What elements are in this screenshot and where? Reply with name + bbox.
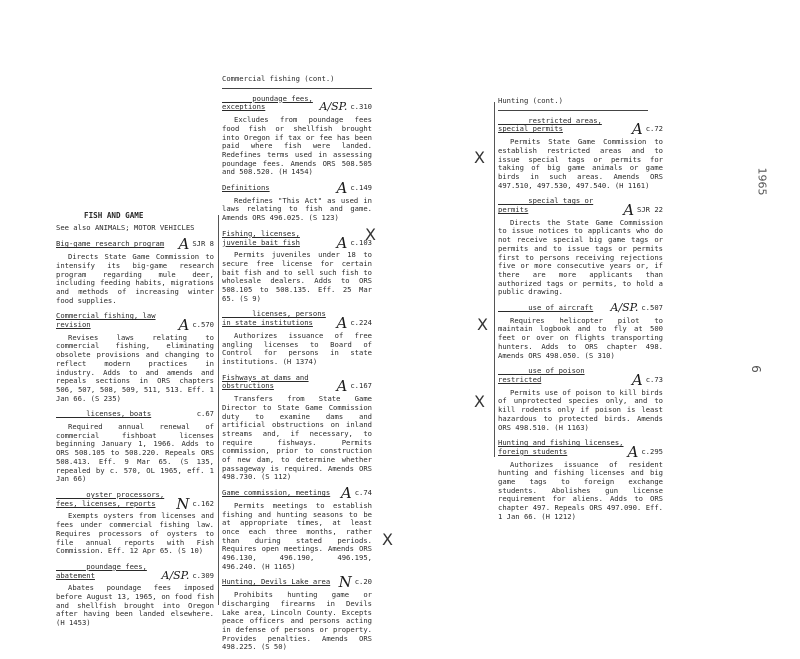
entry-heading — [56, 311, 214, 335]
entry-heading — [222, 309, 372, 333]
entry — [498, 439, 663, 521]
chapter-code: c.67 — [196, 409, 214, 419]
column-hunting-cont — [498, 97, 663, 529]
entry-title: Fishing, licenses, juvenile bait fish — [222, 228, 300, 247]
chapter-code: c.570 — [192, 320, 214, 330]
chapter-code: c.310 — [350, 102, 372, 112]
entry-body: Prohibits hunting game or discharging firearms in Devils Lake area, Lincoln County. Excepts peace officers and persons acting in defense of persons or property. Provides penalties. Amends ORS 498.225. (S 50) — [222, 590, 372, 652]
column-header: Commercial fishing (cont.) — [222, 74, 335, 83]
chapter-code: SJR 22 — [637, 205, 663, 215]
entry — [56, 491, 214, 556]
entry-list — [498, 117, 663, 522]
entry-title: ______ use of aircraft — [498, 303, 594, 313]
entry-heading — [498, 366, 663, 389]
header-rule — [222, 88, 372, 89]
section-title: FISH AND GAME — [84, 211, 144, 220]
entry-title: Definitions — [222, 183, 270, 193]
handwritten-mark: A — [623, 201, 635, 220]
entry-heading — [498, 115, 663, 139]
entry — [498, 367, 663, 432]
entry-body: Redefines "This Act" as used in laws relating to fish and game. Amends ORS 496.025. (S 123) — [222, 195, 372, 223]
entry-heading — [498, 438, 663, 461]
entry — [222, 179, 372, 223]
margin-x-mark: X — [474, 148, 485, 167]
entry-title: ______ restricted areas, special permits — [498, 115, 602, 134]
entry — [56, 312, 214, 403]
handwritten-mark: A — [178, 235, 190, 254]
entry-heading — [56, 563, 214, 580]
entry-heading — [498, 196, 663, 220]
chapter-code: c.149 — [350, 183, 372, 193]
entry-body: Authorizes issuance of resident hunting and fishing licenses and big game tags to foreign exchange students. Abolishes gun license requirement for aliens. Adds to ORS chapter 497. Repeals ORS 497.090. Eff. 1 Jan 66. (H 1212) — [498, 459, 663, 521]
entry-body: Abates poundage fees imposed before August 13, 1965, on food fish and shellfish brought into Oregon after having been landed elsewhere. (H 1453) — [56, 583, 214, 628]
handwritten-mark: A — [336, 314, 348, 333]
entry-body: Required annual renewal of commercial fishboat licenses beginning January 1, 1966. Adds to ORS 508.105 to 508.220. Repeals ORS 508.413. Eff. 9 Mar 65. (S 135, repealed by c. 570, OL 1965, eff. 1 Jan 66) — [56, 422, 214, 484]
handwritten-mark: A — [631, 370, 643, 389]
entry-body: Transfers from State Game Director to State Game Commission duty to examine dams and artificial obstructions on inland streams and, if necessary, to require fishways. Permits commission, prior to construction of new dam, to determine whether passageway is required. Amends ORS 498.730. (S 112) — [222, 394, 372, 482]
chapter-code: c.72 — [645, 124, 663, 134]
margin-x-mark: X — [382, 530, 393, 549]
handwritten-mark: A — [627, 442, 639, 461]
entry-heading — [222, 484, 372, 503]
entry — [498, 301, 663, 360]
entry-body: Permits use of poison to kill birds of unprotected species only, and to kill rodents only if poison is least hazardous to protected birds. Amends ORS 498.510. (H 1163) — [498, 387, 663, 432]
entry-heading — [222, 372, 372, 396]
handwritten-mark: A — [336, 377, 348, 396]
handwritten-mark: N — [338, 573, 352, 592]
entry-heading — [222, 179, 372, 198]
entry-body: Permits meetings to establish fishing and hunting seasons to be at appropriate times, at least once each three months, rather than during stated periods. Requires open meetings. Amends ORS 496.130, 496.190, 496.195, 496.240. (H 1165) — [222, 500, 372, 571]
chapter-code: c.309 — [192, 570, 214, 580]
entry-body: Revises laws relating to commercial fishing, eliminating obsolete provisions and changing to reflect modern practices in industry. Adds to and amends and repeals sections in ORS chapters 506, 507, 508, 509, 511, 513. Eff. 1 Jan 66. (S 235) — [56, 332, 214, 403]
entry — [498, 197, 663, 297]
handwritten-mark: A/SP. — [319, 100, 348, 114]
entry-list — [56, 235, 214, 628]
column-commercial-fishing-cont — [222, 75, 372, 659]
entry-title: Hunting and fishing licenses, foreign students — [498, 438, 624, 456]
handwritten-mark: A — [336, 179, 348, 198]
chapter-code: c.103 — [350, 237, 372, 247]
entry-title: Fishways at dams and obstructions — [222, 372, 309, 391]
chapter-code: c.74 — [354, 488, 372, 498]
entry-body: Exempts oysters from licenses and fees under commercial fishing law. Requires processors of oysters to file annual reports with Fish Commission. Eff. 12 Apr 65. (S 10) — [56, 511, 214, 556]
entry-title: Hunting, Devils Lake area — [222, 577, 331, 587]
entry-title: Big-game research program — [56, 239, 165, 249]
entry — [222, 95, 372, 177]
header-rule — [498, 110, 648, 111]
entry-heading — [222, 573, 372, 592]
entry-heading — [222, 95, 372, 112]
handwritten-mark: A — [336, 233, 348, 252]
entry-body: Requires helicopter pilot to maintain logbook and to fly at 500 feet or over on flights transporting hunters. Adds to ORS chapter 498. Amends ORS 498.050. (S 310) — [498, 315, 663, 360]
column-header: Hunting (cont.) — [498, 96, 563, 105]
handwritten-mark: A — [340, 484, 352, 503]
entry-heading — [56, 235, 214, 254]
chapter-code: SJR 8 — [192, 239, 214, 249]
entry-heading — [222, 228, 372, 252]
chapter-code: c.295 — [641, 446, 663, 456]
corner-mark: 6 — [748, 365, 763, 373]
entry-body: Directs State Game Commission to intensify its big-game research program regarding mule deer, including feeding habits, migrations and methods of increasing winter food supplies. — [56, 252, 214, 305]
column-rule-right — [494, 102, 495, 457]
entry — [56, 563, 214, 628]
entry-title: ______ special tags or permits — [498, 196, 594, 215]
entry-heading — [56, 410, 214, 419]
entry-list — [222, 95, 372, 652]
entry-title: Commercial fishing, law revision — [56, 311, 156, 330]
entry — [498, 117, 663, 191]
column-fish-and-game — [56, 212, 214, 635]
entry-heading — [498, 301, 663, 315]
entry — [222, 374, 372, 482]
entry — [222, 573, 372, 652]
entry-body: Permits State Game Commission to establish restricted areas and to issue special tags or permits for taking of big game animals or game birds in such areas. Amends ORS 497.510, 497.530, 497.540. (H 1161) — [498, 137, 663, 190]
entry-body: Authorizes issuance of free angling licenses to Board of Control for persons in state institutions. (H 1374) — [222, 330, 372, 366]
entry-body: Excludes from poundage fees food fish or shellfish brought into Oregon if tax or fee has been paid where fish were landed. Redefines terms used in assessing poundage fees. Amends ORS 508.505 and 508.520. (H 1454) — [222, 115, 372, 177]
year-stamp: 1965 — [755, 167, 769, 196]
handwritten-mark: N — [176, 494, 190, 513]
handwritten-mark: A/SP. — [610, 301, 639, 315]
handwritten-mark: A/SP. — [161, 568, 190, 582]
entry-title: Game commission, meetings — [222, 488, 331, 498]
entry-title: ______ poundage fees, exceptions — [222, 93, 313, 112]
entry — [222, 310, 372, 366]
entry — [222, 484, 372, 571]
entry — [56, 235, 214, 305]
chapter-code: c.167 — [350, 381, 372, 391]
entry-title: ______ licenses, boats — [56, 409, 152, 419]
handwritten-mark: A — [178, 316, 190, 335]
chapter-code: c.507 — [641, 303, 663, 313]
chapter-code: c.162 — [192, 498, 214, 508]
chapter-code: c.224 — [350, 318, 372, 328]
chapter-code: c.20 — [354, 577, 372, 587]
chapter-code: c.73 — [645, 374, 663, 384]
entry — [56, 410, 214, 484]
entry-title: ______ oyster processors, fees, licenses, reports — [56, 489, 165, 508]
entry — [222, 230, 372, 304]
entry-title: ______ use of poison restricted — [498, 366, 585, 384]
see-also: See also ANIMALS; MOTOR VEHICLES — [56, 222, 195, 232]
column-rule-left — [218, 215, 219, 605]
entry-title: ______ licenses, persons in state institutions — [222, 309, 326, 328]
margin-x-mark: X — [474, 392, 485, 411]
margin-x-mark: X — [365, 225, 376, 244]
handwritten-mark: A — [631, 120, 643, 139]
entry-heading — [56, 489, 214, 513]
entry-body: Directs the State Game Commission to issue notices to applicants who do not receive special big game tags or permits and to issue tags or permits first to persons receiving rejections five or more consecutive years or, if there are more applicants than authorized tags or permits, to hold a public drawing. — [498, 217, 663, 297]
entry-body: Permits juveniles under 18 to secure free license for certain bait fish and to sell such fish to wholesale dealers. Adds to ORS 508.105 to 508.135. Eff. 25 Mar 65. (S 9) — [222, 250, 372, 303]
entry-title: ______ poundage fees, abatement — [56, 561, 147, 580]
margin-x-mark: X — [477, 315, 488, 334]
